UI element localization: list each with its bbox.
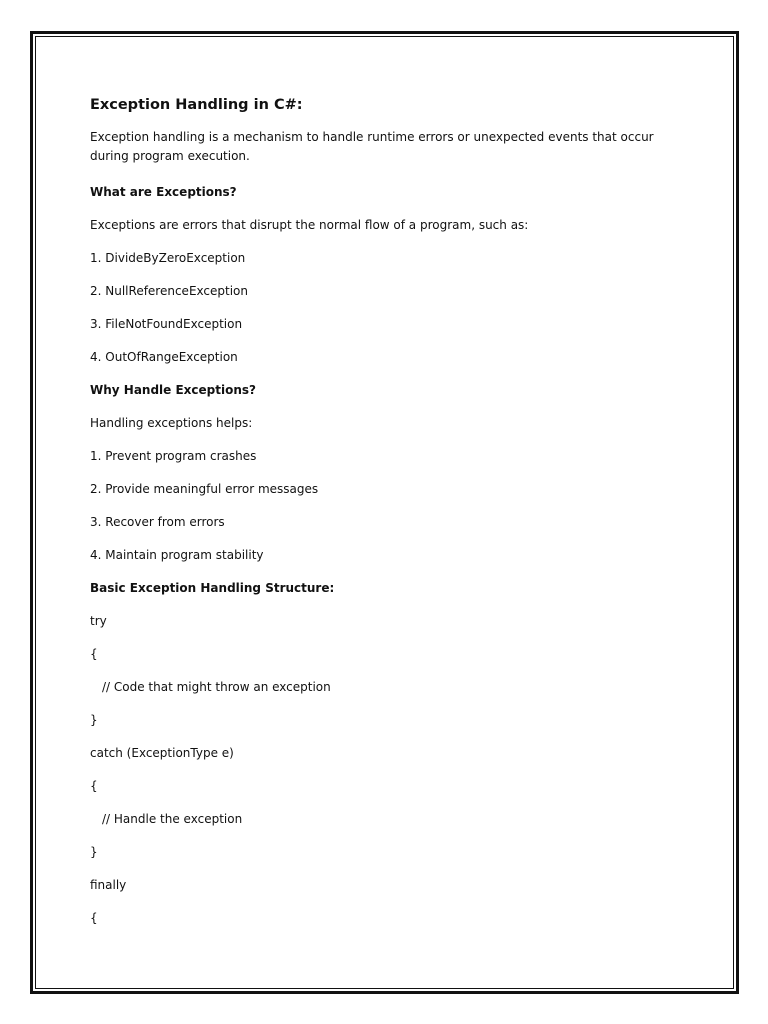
section-heading-what: What are Exceptions?	[90, 185, 237, 199]
reason-item: 4. Maintain program stability	[90, 548, 264, 562]
section-heading-why: Why Handle Exceptions?	[90, 383, 257, 397]
document-body	[90, 94, 680, 925]
exception-item: 2. NullReferenceException	[90, 284, 248, 298]
page-border-inner	[35, 36, 734, 989]
why-text: Handling exceptions helps:	[90, 416, 253, 430]
code-line: // Code that might throw an exception	[102, 680, 331, 694]
section-heading-structure: Basic Exception Handling Structure:	[90, 581, 335, 595]
code-line: }	[90, 845, 98, 859]
reason-item: 1. Prevent program crashes	[90, 449, 257, 463]
code-line: {	[90, 911, 98, 925]
code-line: finally	[90, 878, 127, 892]
code-line: }	[90, 713, 98, 727]
code-line: try	[90, 614, 107, 628]
exception-item: 4. OutOfRangeException	[90, 350, 238, 364]
code-line: // Handle the exception	[102, 812, 243, 826]
what-text: Exceptions are errors that disrupt the normal flow of a program, such as:	[90, 218, 529, 232]
exception-item: 1. DivideByZeroException	[90, 251, 246, 265]
reason-item: 2. Provide meaningful error messages	[90, 482, 319, 496]
document-title: Exception Handling in C#:	[90, 97, 303, 113]
exception-item: 3. FileNotFoundException	[90, 317, 243, 331]
intro-paragraph: Exception handling is a mechanism to handle runtime errors or unexpected events that occur during program execution.	[90, 130, 654, 163]
reason-item: 3. Recover from errors	[90, 515, 225, 529]
page-border	[30, 31, 739, 994]
code-line: {	[90, 779, 98, 793]
code-line: {	[90, 647, 98, 661]
code-line: catch (ExceptionType e)	[90, 746, 234, 760]
